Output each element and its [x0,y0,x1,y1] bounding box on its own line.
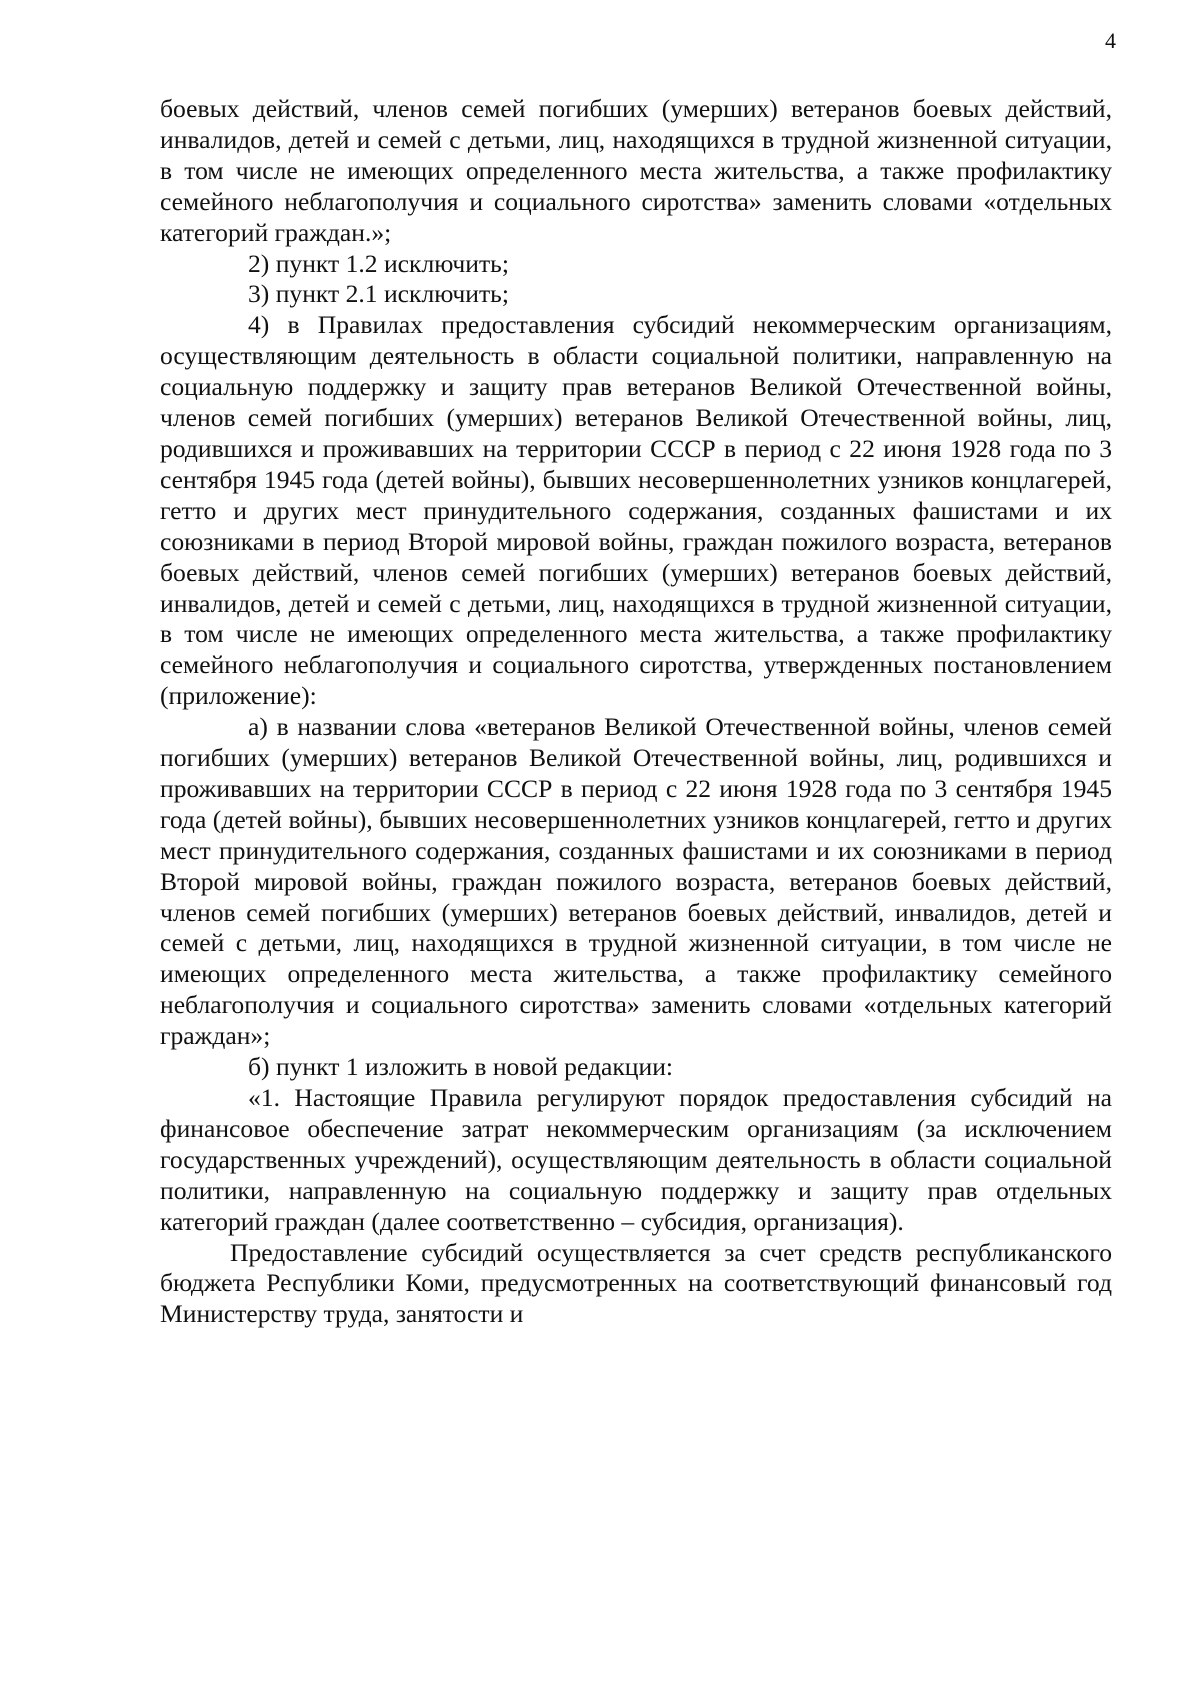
paragraph-item-3: 3) пункт 2.1 исключить; [248,279,509,309]
paragraph-rule-1: «1. Настоящие Правила регулируют порядок предоставления субсидий на финансовое обеспечение затрат некоммерческим организациям (за исключением государственных учреждений), осуществляющим деятельность в области социальной политики, направленную на социальную поддержку и защиту прав отдельных категорий граждан (далее соответственно – субсидия, организация). [160,1083,1112,1236]
paragraph-subitem-a: а) в названии слова «ветеранов Великой Отечественной войны, членов семей погибших (умерших) ветеранов Великой Отечественной войны, лиц, родившихся и проживавших на территории СССР в период с 22 июня 1928 года по 3 сентября 1945 года (детей войны), бывших несовершеннолетних узников концлагерей, гетто и других мест принудительного содержания, созданных фашистами и их союзниками в период Второй мировой войны, граждан пожилого возраста, ветеранов боевых действий, членов семей погибших (умерших) ветеранов боевых действий, инвалидов, детей и семей с детьми, лиц, находящихся в трудной жизненной ситуации, в том числе не имеющих определенного места жительства, а также профилактику семейного неблагополучия и социального сиротства» заменить словами «отдельных категорий граждан»; [160,712,1112,1051]
paragraph-continuation: боевых действий, членов семей погибших (умерших) ветеранов боевых действий, инвалидов, детей и семей с детьми, лиц, находящихся в трудной жизненной ситуации, в том числе не имеющих определенного места жительства, а также профилактику семейного неблагополучия и социального сиротства» заменить словами «отдельных категорий граждан.»; [160,94,1112,247]
paragraph-rule-1-funding: Предоставление субсидий осуществляется за счет средств республиканского бюджета Республики Коми, предусмотренных на соответствующий финансовый год Министерству труда, занятости и [160,1237,1112,1329]
document-body [160,94,1112,1330]
paragraph-subitem-b: б) пункт 1 изложить в новой редакции: [248,1052,673,1082]
page-number: 4 [1105,28,1116,53]
paragraph-item-4: 4) в Правилах предоставления субсидий некоммерческим организациям, осуществляющим деятельность в области социальной политики, направленную на социальную поддержку и защиту прав ветеранов Великой Отечественной войны, членов семей погибших (умерших) ветеранов Великой Отечественной войны, лиц, родившихся и проживавших на территории СССР в период с 22 июня 1928 года по 3 сентября 1945 года (детей войны), бывших несовершеннолетних узников концлагерей, гетто и других мест принудительного содержания, созданных фашистами и их союзниками в период Второй мировой войны, граждан пожилого возраста, ветеранов боевых действий, членов семей погибших (умерших) ветеранов боевых действий, инвалидов, детей и семей с детьми, лиц, находящихся в трудной жизненной ситуации, в том числе не имеющих определенного места жительства, а также профилактику семейного неблагополучия и социального сиротства, утвержденных постановлением (приложение): [160,310,1112,711]
paragraph-item-2: 2) пункт 1.2 исключить; [248,248,509,278]
